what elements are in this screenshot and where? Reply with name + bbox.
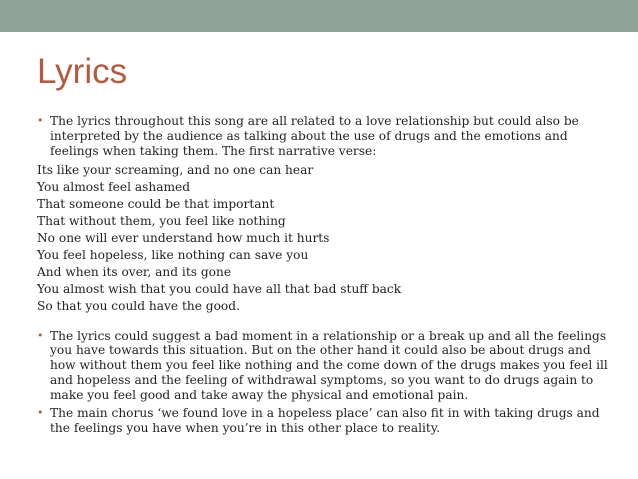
bullet-icon: • <box>37 406 44 420</box>
verse-line: No one will ever understand how much it hurts <box>37 231 330 246</box>
verse-line: That someone could be that important <box>37 196 275 211</box>
verse-line: So that you could have the good. <box>37 299 240 314</box>
bullet-icon: • <box>37 328 44 342</box>
bullet-text: The lyrics could suggest a bad moment in a relationship or a break up and all the feelings you have towards this situation. But on the other hand it could also be about drugs and how without them you feel like nothing and the come down of the drugs makes you feel ill and hopeless and the feeling of withdrawal symptoms, so you want to do drugs again to make you feel good and take away the physical and emotional pain. <box>50 328 608 403</box>
bullet-intro <box>37 114 612 159</box>
verse-line: You almost wish that you could have all that bad stuff back <box>37 282 402 297</box>
bullet-interpretation <box>37 329 612 404</box>
bullet-chorus <box>37 406 612 436</box>
verse-line: You almost feel ashamed <box>37 179 191 194</box>
bullet-icon: • <box>37 114 44 127</box>
verse-line: You feel hopeless, like nothing can save you <box>37 248 309 263</box>
verse-line: Its like your screaming, and no one can hear <box>37 162 314 177</box>
slide-body <box>37 114 612 436</box>
slide-title: Lyrics <box>37 52 128 91</box>
spacer <box>37 316 612 329</box>
verse-block <box>37 162 612 316</box>
verse-line: And when its over, and its gone <box>37 265 232 280</box>
verse-line: That without them, you feel like nothing <box>37 214 286 228</box>
header-bar <box>0 0 638 32</box>
bullet-text: The main chorus ‘we found love in a hopeless place’ can also fit in with taking drugs and the feelings you have when you’re in this other place to reality. <box>50 406 600 435</box>
bullet-text: The lyrics throughout this song are all related to a love relationship but could also be interpreted by the audience as talking about the use of drugs and the emotions and feelings when taking them. The first narrative verse: <box>50 114 579 158</box>
